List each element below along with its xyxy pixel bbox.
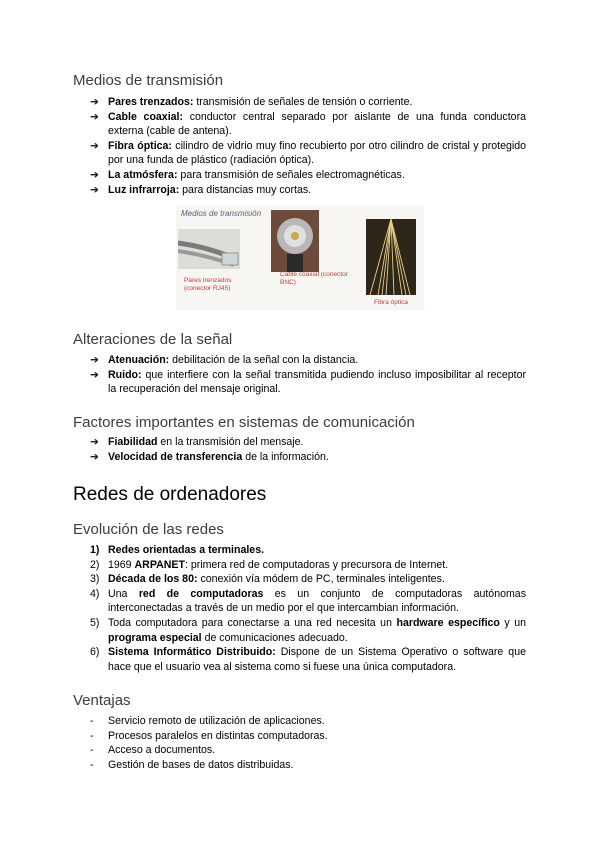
list-alteraciones bbox=[90, 353, 526, 397]
arrow-icon: ➔ bbox=[90, 450, 99, 463]
list-item: 3) Década de los 80: conexión vía módem de PC, terminales inteligentes. bbox=[90, 573, 445, 586]
list-item: ➔ Luz infrarroja: para distancias muy cortas. bbox=[90, 183, 312, 196]
dash-marker: - bbox=[90, 758, 94, 771]
dash-marker: - bbox=[90, 715, 94, 727]
list-item: 6) Sistema Informático Distribuido: Dispone de un Sistema Operativo o software que hace que el usuario vea al sistema como si fuese una única computadora. bbox=[90, 646, 526, 673]
list-number: 3) bbox=[90, 573, 100, 586]
twisted-pair-image bbox=[178, 229, 240, 269]
transmission-media-figure bbox=[176, 205, 424, 310]
dash-marker: - bbox=[90, 729, 94, 742]
list-number: 6) bbox=[90, 646, 100, 659]
caption-coaxial: Cable coaxial (conector BNC) bbox=[280, 271, 348, 286]
arrow-icon: ➔ bbox=[90, 139, 99, 152]
list-item: ➔ Fibra óptica: cilindro de vidrio muy fino recubierto por otro cilindro de cristal y protegido por una funda de plástico (radiación óptica). bbox=[90, 139, 526, 167]
list-item: 4) Una red de computadoras es un conjunto de computadoras autónomas interconectadas a través de un medio por el que intercambian información. bbox=[90, 587, 526, 615]
arrow-icon: ➔ bbox=[90, 110, 99, 123]
list-medios bbox=[90, 95, 526, 197]
list-item: ➔ Pares trenzados: transmisión de señales de tensión o corriente. bbox=[90, 96, 413, 108]
list-evolucion bbox=[90, 543, 526, 674]
arrow-icon: ➔ bbox=[90, 368, 99, 381]
list-number: 5) bbox=[90, 616, 100, 629]
list-item: ➔ Cable coaxial: conductor central separado por aislante de una funda conductora externa (cable de antena). bbox=[90, 110, 526, 138]
optical-fiber-image bbox=[366, 219, 416, 295]
caption-fiber: Fibra óptica bbox=[374, 299, 408, 306]
list-item: 1) Redes orientadas a terminales. bbox=[90, 544, 265, 556]
figure-title: Medios de transmisión bbox=[181, 209, 262, 218]
coaxial-cable-image bbox=[271, 210, 319, 272]
list-item: 2) 1969 ARPANET: primera red de computadoras y precursora de Internet. bbox=[90, 558, 449, 571]
list-item: ➔ Ruido: que interfiere con la señal transmitida pudiendo incluso imposibilitar al receptor la recuperación del mensaje original. bbox=[90, 368, 526, 396]
arrow-icon: ➔ bbox=[90, 168, 99, 181]
list-number: 2) bbox=[90, 558, 100, 571]
chapter-title-redes: Redes de ordenadores bbox=[73, 484, 267, 505]
list-number: 4) bbox=[90, 587, 100, 600]
arrow-icon: ➔ bbox=[90, 354, 99, 366]
list-item: - Gestión de bases de datos distribuidas. bbox=[90, 758, 294, 771]
arrow-icon: ➔ bbox=[90, 96, 99, 108]
list-item: - Servicio remoto de utilización de aplicaciones. bbox=[90, 715, 325, 727]
list-item: - Acceso a documentos. bbox=[90, 744, 216, 757]
caption-twisted-pair: Pares trenzados (conector RJ45) bbox=[184, 277, 232, 292]
list-factores bbox=[90, 435, 526, 464]
list-item: - Procesos paralelos en distintas computadoras. bbox=[90, 729, 328, 742]
dash-marker: - bbox=[90, 744, 94, 757]
section-title-factores: Factores importantes en sistemas de comunicación bbox=[73, 414, 415, 431]
section-title-medios: Medios de transmisión bbox=[73, 72, 224, 89]
arrow-icon: ➔ bbox=[90, 183, 99, 196]
section-title-alteraciones: Alteraciones de la señal bbox=[73, 331, 233, 348]
list-item: ➔ La atmósfera: para transmisión de señales electromagnéticas. bbox=[90, 168, 405, 181]
list-item: ➔ Velocidad de transferencia de la información. bbox=[90, 450, 329, 463]
section-title-ventajas: Ventajas bbox=[73, 692, 131, 709]
section-title-evolucion: Evolución de las redes bbox=[73, 521, 224, 538]
list-item: 5) Toda computadora para conectarse a una red necesita un hardware específico y un programa especial de comunicaciones adecuado. bbox=[90, 616, 526, 644]
arrow-icon: ➔ bbox=[90, 436, 99, 448]
list-ventajas bbox=[90, 714, 526, 772]
list-number: 1) bbox=[90, 544, 100, 556]
list-item: ➔ Atenuación: debilitación de la señal con la distancia. bbox=[90, 354, 359, 366]
list-item: ➔ Fiabilidad en la transmisión del mensaje. bbox=[90, 436, 304, 448]
